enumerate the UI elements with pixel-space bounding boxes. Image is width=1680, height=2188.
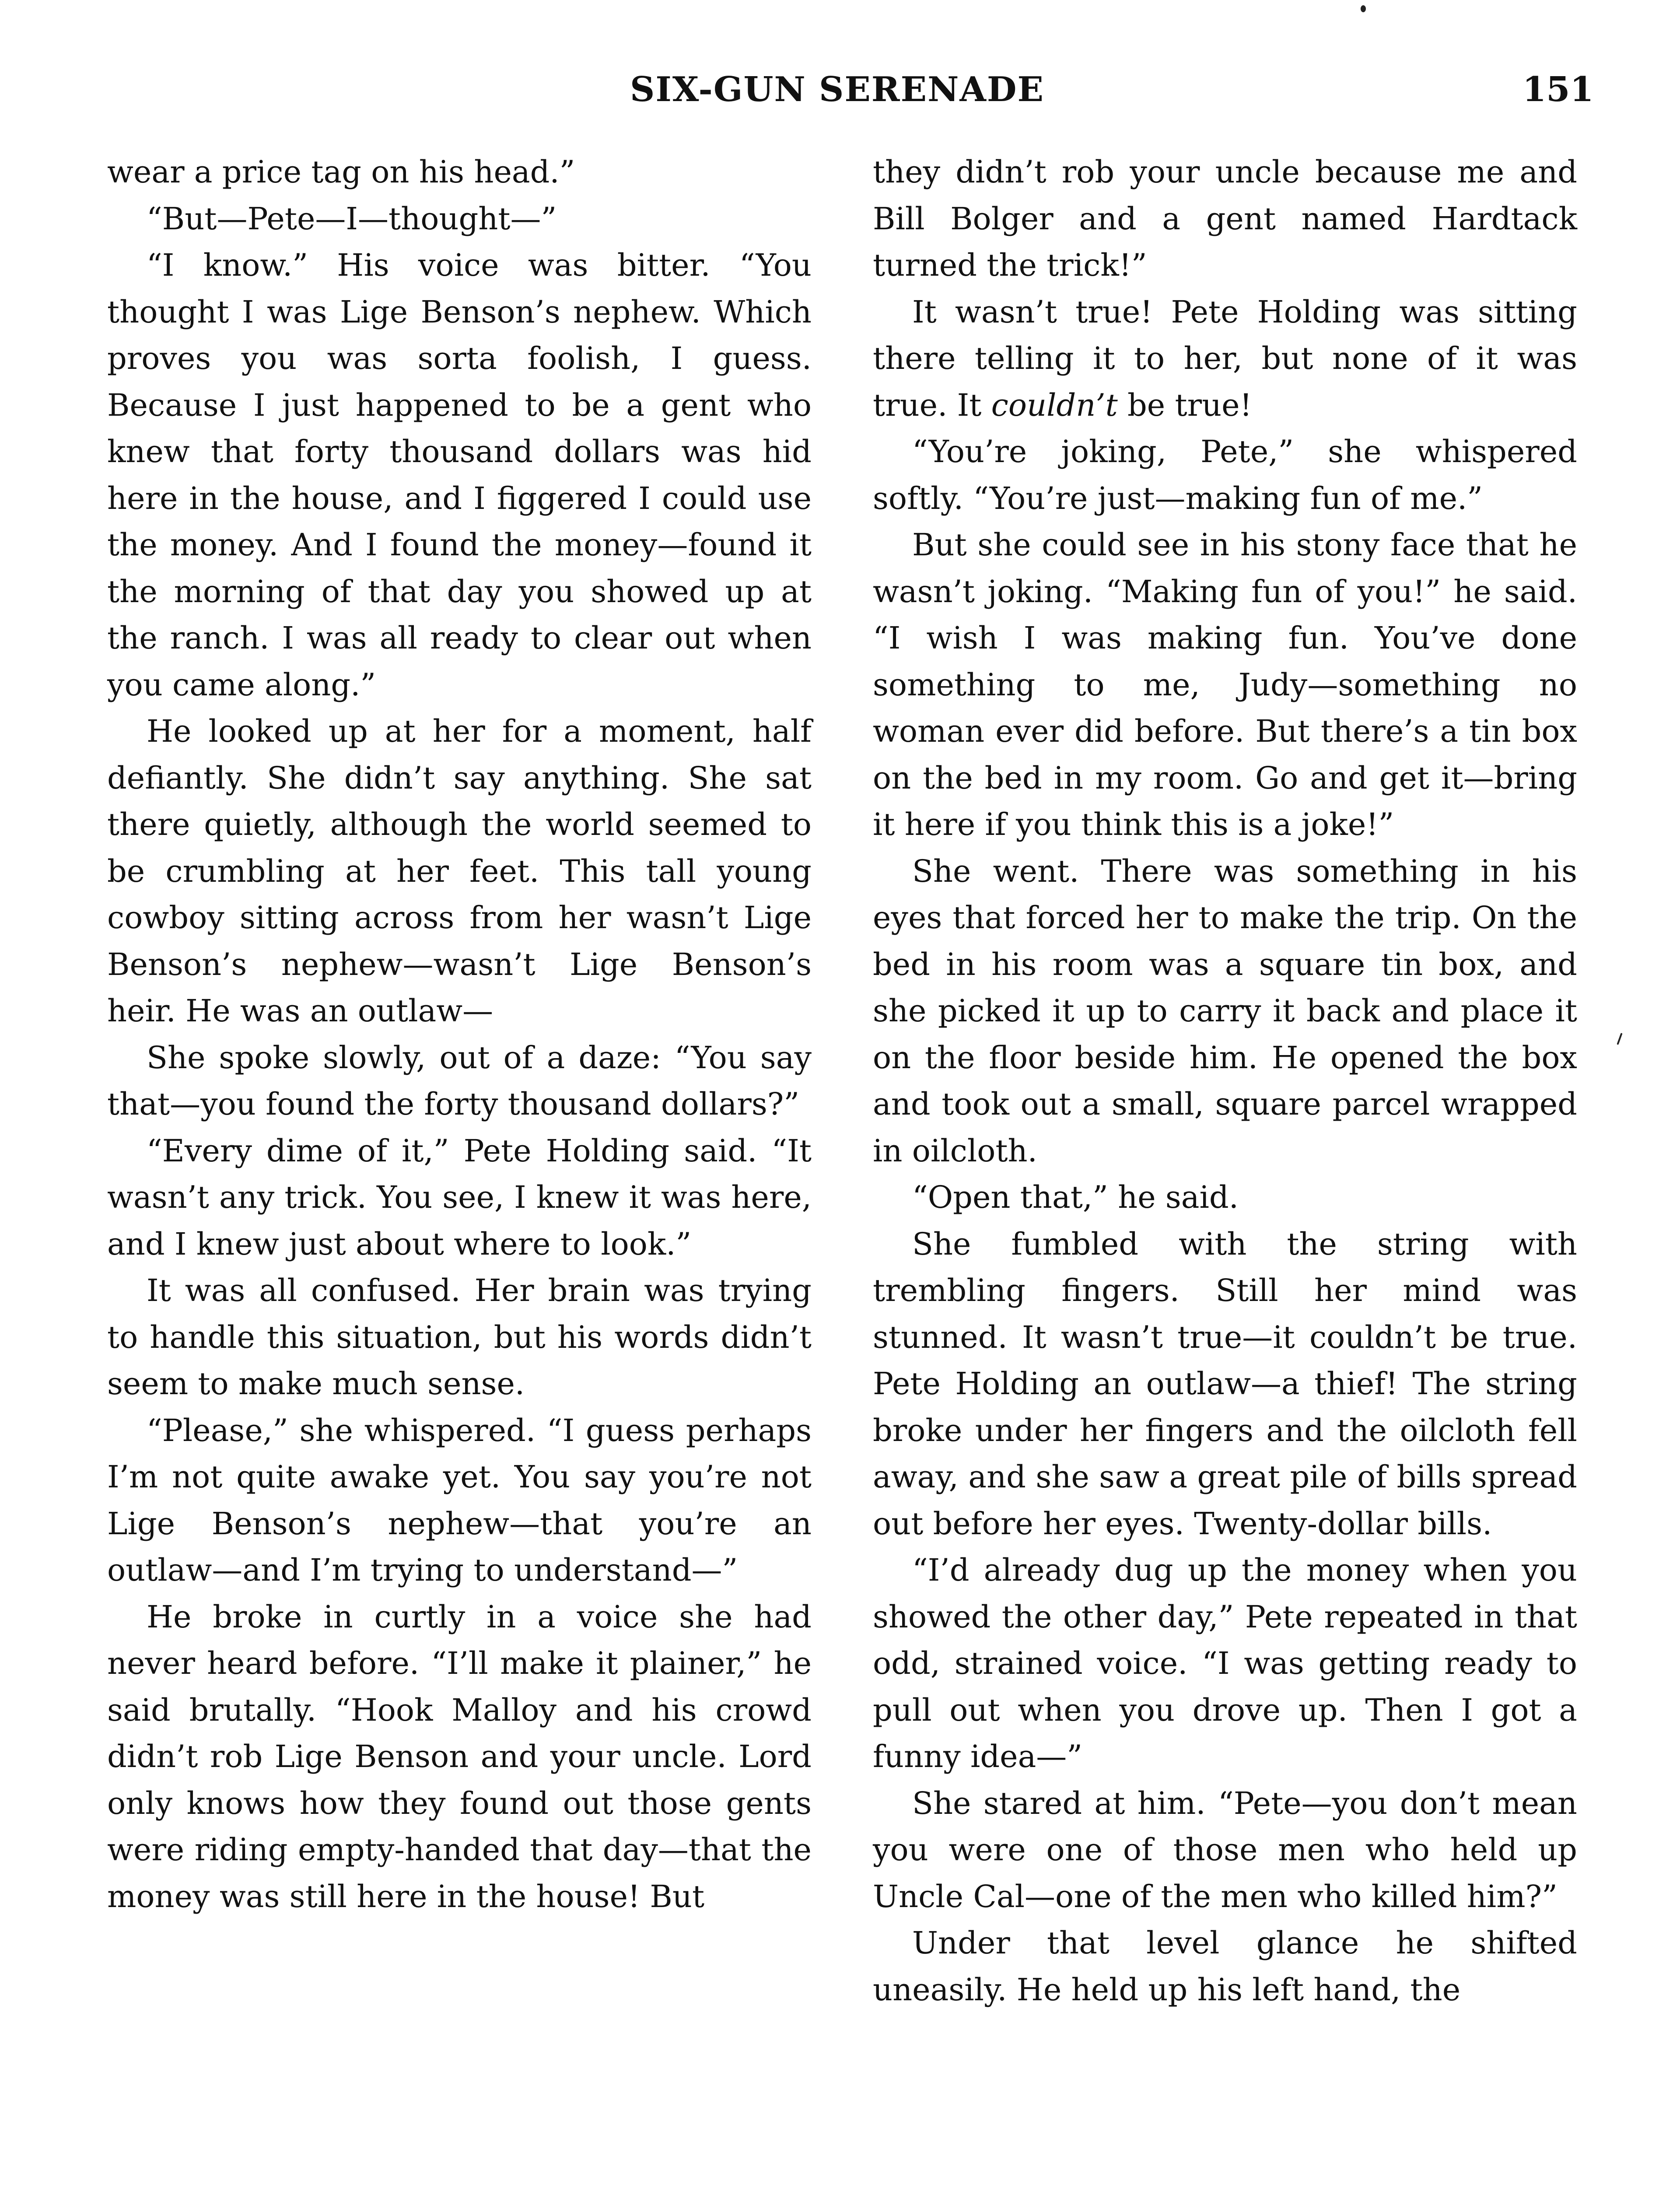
print-speck — [1617, 1033, 1622, 1045]
paragraph: “But—Pete—I—thought—” — [147, 200, 557, 237]
paragraph: But she could see in his stony face that he wasn’t joking. “Making fun of you!” he said. “I wish I was making fun. You’ve done something to me, Judy—something no woman ever did before. But there’s a tin box on the bed in my room. Go and get it—bring it here if you think this is a joke!” — [873, 527, 1577, 842]
running-title: SIX-GUN SERENADE — [630, 70, 1044, 109]
paragraph: wear a price tag on his head.” — [107, 154, 575, 190]
paragraph — [873, 289, 1577, 429]
paragraph: “I’d already dug up the money when you showed the other day,” Pete repeated in that odd, strained voice. “I was getting ready to pull out when you drove up. Then I got a funny idea—” — [873, 1552, 1577, 1774]
left-column — [107, 149, 812, 1920]
paragraph: “Open that,” he said. — [912, 1179, 1239, 1215]
text-run: be true! — [1117, 387, 1252, 423]
paragraph: “Every dime of it,” Pete Holding said. “It wasn’t any trick. You see, I knew it was here, and I knew just about where to look.” — [107, 1133, 812, 1262]
page-number: 151 — [1522, 70, 1594, 109]
page-header — [0, 66, 1680, 118]
paragraph: “You’re joking, Pete,” she whispered softly. “You’re just—making fun of me.” — [873, 434, 1577, 516]
paragraph: She spoke slowly, out of a daze: “You say that—you found the forty thousand dollars?” — [107, 1039, 812, 1122]
emphasis: couldn’t — [991, 387, 1118, 423]
paragraph: She fumbled with the string with trembling fingers. Still her mind was stunned. It wasn’t true—it couldn’t be true. Pete Holding an outlaw—a thief! The string broke under her fingers and the oilcloth fell away, and she saw a great pile of bills spread out before her eyes. Twenty-dollar bills. — [873, 1226, 1577, 1542]
paragraph: they didn’t rob your uncle because me and Bill Bolger and a gent named Hardtack turned the trick!” — [873, 154, 1577, 283]
text-run: It wasn’t true! Pete Holding was sitting there telling it to her, but none of it was true. It — [873, 294, 1577, 423]
right-column — [873, 149, 1577, 2013]
print-speck — [1361, 5, 1366, 12]
paragraph: She stared at him. “Pete—you don’t mean you were one of those men who held up Uncle Cal—one of the men who killed him?” — [873, 1785, 1577, 1914]
paragraph: He looked up at her for a moment, half defiantly. She didn’t say anything. She sat there quietly, although the world seemed to be crumbling at her feet. This tall young cowboy sitting across from her wasn’t Lige Benson’s nephew—wasn’t Lige Benson’s heir. He was an outlaw— — [107, 713, 812, 1029]
paragraph: He broke in curtly in a voice she had never heard before. “I’ll make it plainer,” he said brutally. “Hook Malloy and his crowd didn’t rob Lige Benson and your uncle. Lord only knows how they found out those gents were riding empty-handed that day—that the money was still here in the house! But — [107, 1599, 812, 1914]
paragraph: “I know.” His voice was bitter. “You thought I was Lige Benson’s nephew. Which proves you was sorta foolish, I guess. Because I just happened to be a gent who knew that forty thousand dollars was hid here in the house, and I figgered I could use the money. And I found the money—found it the morning of that day you showed up at the ranch. I was all ready to clear out when you came along.” — [107, 247, 812, 703]
paragraph: She went. There was something in his eyes that forced her to make the trip. On the bed in his room was a square tin box, and she picked it up to carry it back and place it on the floor beside him. He opened the box and took out a small, square parcel wrapped in oilcloth. — [873, 853, 1577, 1169]
paragraph: It was all confused. Her brain was trying to handle this situation, but his words didn’t seem to make much sense. — [107, 1273, 812, 1402]
paragraph: Under that level glance he shifted uneasily. He held up his left hand, the — [873, 1925, 1577, 2008]
paragraph: “Please,” she whispered. “I guess perhaps I’m not quite awake yet. You say you’re not Lige Benson’s nephew—that you’re an outlaw—and I’m trying to understand—” — [107, 1412, 812, 1588]
